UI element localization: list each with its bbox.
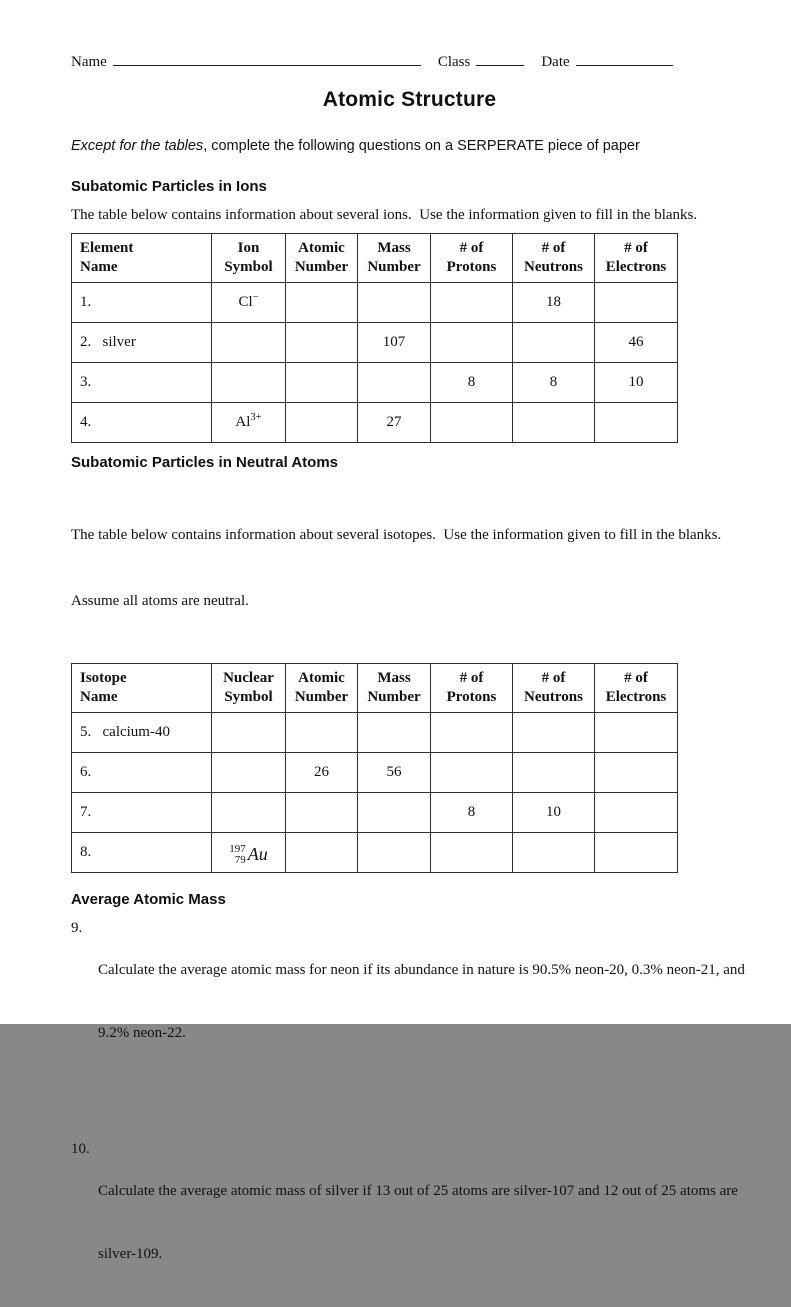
ions-section-heading: Subatomic Particles in Ions — [71, 178, 267, 195]
isotopes-table-header-row — [72, 664, 678, 713]
description-line: Assume all atoms are neutral. — [71, 593, 249, 609]
isotope-name-cell: 6. — [72, 753, 212, 793]
date-label: Date — [541, 54, 570, 70]
neutrons-cell: 8 — [513, 363, 595, 403]
table-row — [72, 713, 678, 753]
page-title: Atomic Structure — [322, 88, 497, 111]
electrons-cell — [595, 283, 678, 323]
intro-instruction — [71, 138, 748, 154]
isotope-name-cell: 5. calcium-40 — [72, 713, 212, 753]
ion-symbol-cell: Cl− — [212, 283, 286, 323]
table-row — [72, 323, 678, 363]
mass-number-cell — [358, 363, 431, 403]
ions-section-description: The table below contains information about several ions. Use the information given to fill in the blanks. — [71, 207, 698, 223]
atomic-number-cell — [286, 403, 358, 443]
column-header-electrons: # of Electrons — [595, 234, 678, 283]
neutral-atoms-section-description — [71, 480, 748, 656]
electrons-cell — [595, 713, 678, 753]
column-header-atomic-number: Atomic Number — [286, 234, 358, 283]
ion-symbol-cell: $Al^{3+}$ — [212, 403, 286, 443]
electrons-cell: 46 — [595, 323, 678, 363]
protons-cell — [431, 753, 513, 793]
element-name-cell: 2. silver — [72, 323, 212, 363]
average-atomic-mass-heading: Average Atomic Mass — [71, 891, 226, 908]
class-label: Class — [437, 54, 471, 70]
ions-table — [71, 233, 678, 443]
protons-cell — [431, 283, 513, 323]
neutrons-cell — [513, 323, 595, 363]
description-line: The table below contains information about several isotopes. Use the information given to fill in the blanks. — [71, 527, 722, 543]
column-header-electrons: # of Electrons — [595, 664, 678, 713]
question-number: 9. — [71, 920, 83, 936]
neutrons-cell — [513, 833, 595, 873]
ion-symbol-cell — [212, 323, 286, 363]
column-header-protons: # of Protons — [431, 234, 513, 283]
neutrons-cell — [513, 403, 595, 443]
mass-number-cell — [358, 283, 431, 323]
mass-number-cell: 107 — [358, 323, 431, 363]
neutral-atoms-section-heading: Subatomic Particles in Neutral Atoms — [71, 454, 339, 471]
mass-number-cell: 56 — [358, 753, 431, 793]
atomic-number-cell — [286, 283, 358, 323]
atomic-number-cell — [286, 323, 358, 363]
atomic-number-cell — [286, 363, 358, 403]
electrons-cell — [595, 833, 678, 873]
atomic-number-cell — [286, 833, 358, 873]
nuclear-symbol-cell — [212, 833, 286, 873]
question-9 — [71, 918, 748, 1086]
protons-cell — [431, 403, 513, 443]
mass-number-cell — [358, 713, 431, 753]
ions-table-header-row — [72, 234, 678, 283]
class-blank-line — [476, 65, 524, 66]
table-row — [72, 833, 678, 873]
neutrons-cell: 10 — [513, 793, 595, 833]
table-row — [72, 283, 678, 323]
column-header-element-name: Element Name — [72, 234, 212, 283]
isotopes-table — [71, 663, 678, 873]
mass-number-cell — [358, 793, 431, 833]
protons-cell — [431, 713, 513, 753]
protons-cell — [431, 833, 513, 873]
table-row — [72, 793, 678, 833]
table-row — [72, 753, 678, 793]
nuclide-atomic-number: 79 — [234, 853, 246, 866]
gold-197-nuclide-symbol — [229, 844, 268, 866]
electrons-cell: 10 — [595, 363, 678, 403]
question-text: Calculate the average atomic mass for neon if its abundance in nature is 90.5% neon-20, 0.3% neon-21, and 9.2% neon-22. — [98, 962, 745, 1041]
question-10 — [71, 1139, 748, 1307]
header-fill-in-row — [71, 54, 748, 71]
column-header-nuclear-symbol: Nuclear Symbol — [212, 664, 286, 713]
nuclear-symbol-cell — [212, 713, 286, 753]
intro-rest-part: , complete the following questions on a SERPERATE piece of paper — [203, 138, 640, 154]
element-name-cell: 1. — [72, 283, 212, 323]
neutrons-cell: 18 — [513, 283, 595, 323]
column-header-mass-number: Mass Number — [358, 664, 431, 713]
electrons-cell — [595, 793, 678, 833]
date-blank-line — [576, 65, 673, 66]
isotope-name-cell: 7. — [72, 793, 212, 833]
isotope-name-cell: 8. — [72, 833, 212, 873]
column-header-protons: # of Protons — [431, 664, 513, 713]
column-header-neutrons: # of Neutrons — [513, 234, 595, 283]
nuclear-symbol-cell — [212, 753, 286, 793]
atomic-number-cell: 26 — [286, 753, 358, 793]
protons-cell: 8 — [431, 363, 513, 403]
column-header-atomic-number: Atomic Number — [286, 664, 358, 713]
mass-number-cell: 27 — [358, 403, 431, 443]
element-name-cell: 4. — [72, 403, 212, 443]
protons-cell — [431, 323, 513, 363]
electrons-cell — [595, 753, 678, 793]
name-label: Name — [71, 54, 107, 70]
question-number: 10. — [71, 1141, 90, 1157]
nuclear-symbol-cell — [212, 793, 286, 833]
neutrons-cell — [513, 713, 595, 753]
neutrons-cell — [513, 753, 595, 793]
element-name-cell: 3. — [72, 363, 212, 403]
atomic-number-cell — [286, 713, 358, 753]
mass-number-cell — [358, 833, 431, 873]
column-header-ion-symbol: Ion Symbol — [212, 234, 286, 283]
electrons-cell — [595, 403, 678, 443]
column-header-neutrons: # of Neutrons — [513, 664, 595, 713]
column-header-mass-number: Mass Number — [358, 234, 431, 283]
question-text: Calculate the average atomic mass of silver if 13 out of 25 atoms are silver-107 and 12 out of 25 atoms are silver-109. — [98, 1183, 738, 1262]
table-row — [72, 403, 678, 443]
nuclide-element-symbol: Au — [247, 844, 268, 864]
atomic-number-cell — [286, 793, 358, 833]
name-blank-line — [113, 65, 421, 66]
protons-cell: 8 — [431, 793, 513, 833]
column-header-isotope-name: Isotope Name — [72, 664, 212, 713]
ion-symbol-cell — [212, 363, 286, 403]
table-row — [72, 363, 678, 403]
intro-italic-part: Except for the tables — [71, 138, 204, 154]
nuclide-mass-number: 197 — [229, 842, 246, 855]
